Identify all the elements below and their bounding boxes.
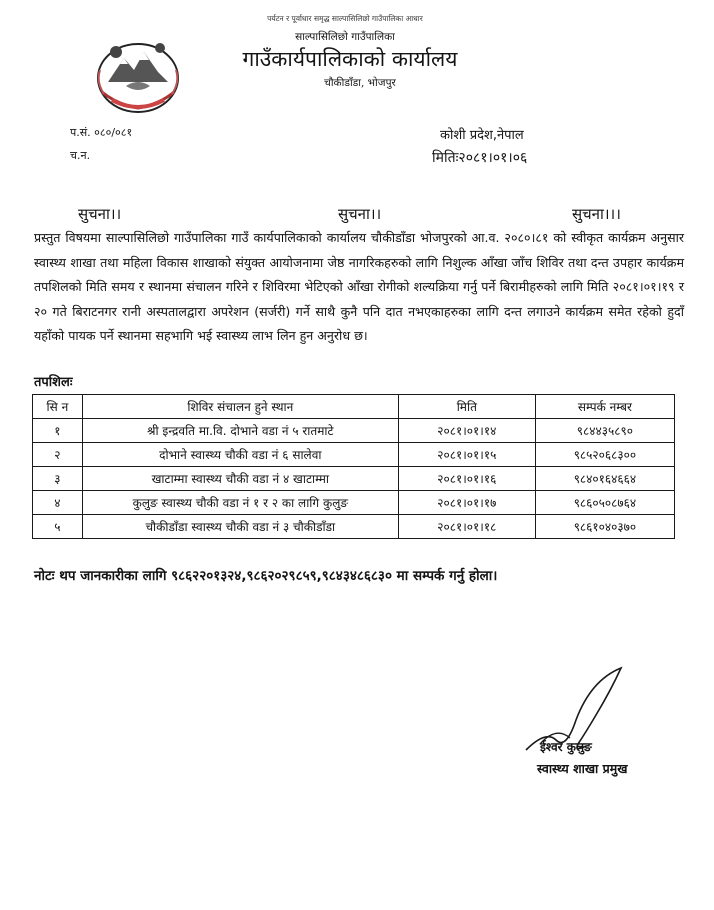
table-row <box>33 515 675 539</box>
notice-heading-2: सुचना।। <box>338 205 382 223</box>
cell-contact: ९८४०१६४६६४ <box>535 467 674 491</box>
cell-contact: ९८६०५०८७६४ <box>535 491 674 515</box>
cell-date: २०८१।०१।१७ <box>398 491 535 515</box>
header-contact: सम्पर्क नम्बर <box>535 395 674 419</box>
cell-serial: ३ <box>33 467 83 491</box>
office-name: गाउँकार्यपालिकाको कार्यालय <box>242 47 458 71</box>
letter-date: मितिः२०८१।०१।०६ <box>432 150 528 166</box>
table-row <box>33 491 675 515</box>
cell-date: २०८१।०१।१५ <box>398 443 535 467</box>
cell-location: श्री इन्द्रवति मा.वि. दोभाने वडा नं ५ रातमाटे <box>82 419 398 443</box>
contact-note: नोटः थप जानकारीका लागि ९८६२२०१३२४,९८६२०२९८५९,९८४३४८६८३० मा सम्पर्क गर्नु होला। <box>34 568 498 584</box>
table-row <box>33 443 675 467</box>
signatory-name: ईश्वर कुलुङ <box>540 740 592 754</box>
cell-contact: ९८६१०४०३७० <box>535 515 674 539</box>
palika-name: साल्पासिलिछो गाउँपालिका <box>295 31 395 43</box>
signatory-title: स्वास्थ्य शाखा प्रमुख <box>537 761 628 776</box>
cell-location: दोभाने स्वास्थ्य चौकी वडा नं ६ सालेवा <box>82 443 398 467</box>
cell-date: २०८१।०१।१८ <box>398 515 535 539</box>
cell-serial: ५ <box>33 515 83 539</box>
table-row <box>33 467 675 491</box>
schedule-label: तपशिलः <box>34 375 73 390</box>
nepal-emblem-icon <box>86 22 190 126</box>
cell-date: २०८१।०१।१४ <box>398 419 535 443</box>
province-label: कोशी प्रदेश,नेपाल <box>440 128 524 143</box>
header-date: मिति <box>398 395 535 419</box>
cell-location: चौकीडाँडा स्वास्थ्य चौकी वडा नं ३ चौकीडाँडा <box>82 515 398 539</box>
header-location: शिविर संचालन हुने स्थान <box>82 395 398 419</box>
cell-contact: ९८५२०६८३०० <box>535 443 674 467</box>
letterhead-tagline: पर्यटन र पूर्वाधार समृद्ध साल्पासिलिछो गाउँपालिका आधार <box>267 14 423 23</box>
notice-body: प्रस्तुत विषयमा साल्पासिलिछो गाउँपालिका गाउँ कार्यपालिकाको कार्यालय चौकीडाँडा भोजपुरको आ.व. २०८०।८१ को स्वीकृत कार्यक्रम अनुसार स्वास्थ्य शाखा तथा महिला विकास शाखाको संयुक्त आयोजनामा जेष्ठ नागरिकहरुको लागि निशुल्क आँखा जाँच शिविर तथा दन्त उपहार कार्यक्रम तपशिलको मिति समय र स्थानमा संचालन गरिने र शिविरमा भेटिएको आँखा रोगीको शल्यक्रिया गर्नु पर्ने बिरामीहरुको लागि मिति २०८१।०१।१९ र २० गते बिराटनगर रानी अस्पतालद्वारा अपरेशन (सर्जरी) गर्ने साथै कुनै पनि दात नभएकाहरुका लागि दन्त लगाउने कार्यक्रम समेत रहेको हुदाँ यहाँको पायक पर्ने स्थानमा सहभागि भई स्वास्थ्य लाभ लिन हुन अनुरोध छ। <box>34 230 684 344</box>
dispatch-number: च.न. <box>70 149 91 162</box>
header-serial: सि न <box>33 395 83 419</box>
table-header-row <box>33 395 675 419</box>
cell-contact: ९८४४३५८९० <box>535 419 674 443</box>
reference-number: प.सं. ०८०/०८१ <box>70 126 133 139</box>
table-row <box>33 419 675 443</box>
notice-heading-1: सुचना।। <box>78 205 122 223</box>
cell-date: २०८१।०१।१६ <box>398 467 535 491</box>
notice-heading-3: सुचना।।। <box>572 205 621 223</box>
cell-serial: १ <box>33 419 83 443</box>
schedule-table <box>32 394 675 539</box>
cell-serial: २ <box>33 443 83 467</box>
cell-serial: ४ <box>33 491 83 515</box>
office-address: चौकीडाँडा, भोजपुर <box>324 77 396 89</box>
cell-location: खाटाम्मा स्वास्थ्य चौकी वडा नं ४ खाटाम्मा <box>82 467 398 491</box>
cell-location: कुलुङ स्वास्थ्य चौकी वडा नं १ र २ का लागि कुलुङ <box>82 491 398 515</box>
